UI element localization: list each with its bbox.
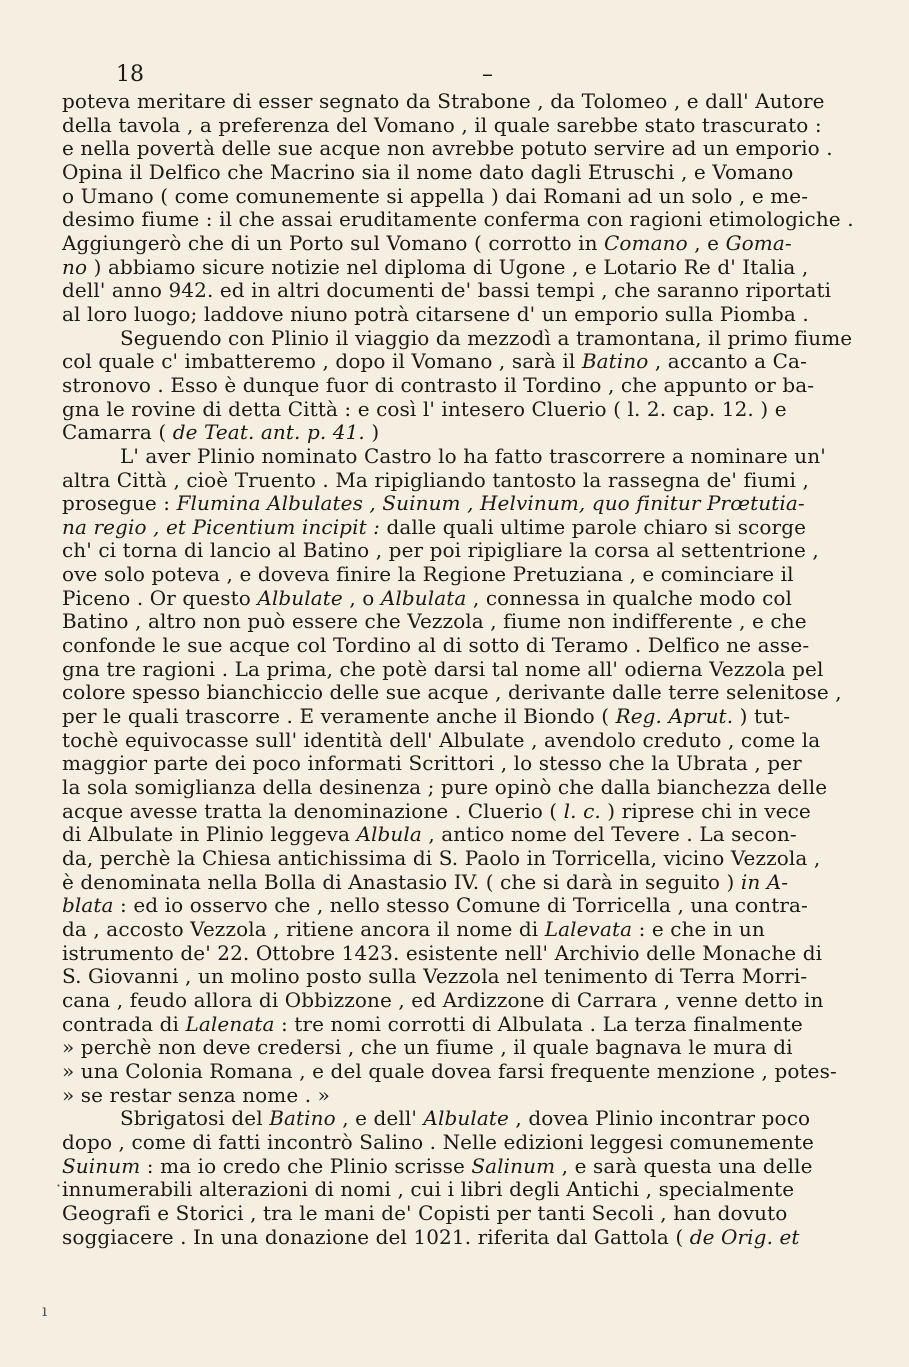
- italic-run: Salinum: [471, 1153, 556, 1178]
- text-run: ove solo poteva , e doveva finire la Regione Pretuziana , e cominciare il: [62, 562, 794, 587]
- page-number: 18: [116, 62, 144, 87]
- text-run: dalle quali ultime parole chiaro si scorge: [380, 514, 807, 539]
- text-run: : tre nomi corrotti di Albulata . La terza finalmente: [274, 1011, 803, 1036]
- footer-mark: ı: [42, 1301, 48, 1320]
- text-line: [62, 208, 854, 232]
- text-line: [62, 634, 854, 658]
- text-run: dopo , come di fatti incontrò Salino . Nelle edizioni leggesi comunemente: [62, 1129, 814, 1154]
- text-line: [62, 800, 854, 824]
- text-run: , accanto a Ca-: [648, 349, 807, 374]
- text-line: [62, 681, 854, 705]
- text-run: innumerabili alterazioni di nomi , cui i libri degli Antichi , specialmente: [62, 1177, 795, 1202]
- text-run: colore spesso bianchiccio delle sue acque , derivante dalle terre selenitose ,: [62, 680, 842, 705]
- text-run: di Albulate in Plinio leggeva: [62, 822, 357, 847]
- text-line: [62, 516, 854, 540]
- text-run: soggiacere . In una donazione del 1021. riferita dal Gattola (: [62, 1224, 690, 1249]
- text-run: , e sarà questa una delle: [555, 1153, 813, 1178]
- text-run: Sbrigatosi del: [120, 1106, 270, 1131]
- text-line: [62, 114, 854, 138]
- text-line: [62, 137, 854, 161]
- text-line: [62, 469, 854, 493]
- text-run: » se restar senza nome . »: [62, 1082, 331, 1107]
- text-line: [62, 729, 854, 753]
- text-run: tochè equivocasse sull' identità dell' Albulate , avendolo creduto , come la: [62, 727, 821, 752]
- text-run: cana , feudo allora di Obbizzone , ed Ardizzone di Carrara , venne detto in: [62, 987, 824, 1012]
- text-run: acque avesse tratta la denominazione . Cluerio (: [62, 798, 564, 823]
- text-run: Geografi e Storici , tra le mani de' Copisti per tanti Secoli , han dovuto: [62, 1200, 788, 1225]
- text-run: stronovo . Esso è dunque fuor di contrasto il Tordino , che appunto or ba-: [62, 372, 815, 397]
- text-run: la sola somiglianza della desinenza ; pure opinò che dalla bianchezza delle: [62, 775, 828, 800]
- text-line: [62, 823, 854, 847]
- text-line: [62, 398, 854, 422]
- italic-run: Lalenata: [185, 1011, 275, 1036]
- text-line: [62, 1060, 854, 1084]
- text-run: ch' ci torna di lancio al Batino , per poi ripigliare la corsa al settentrione ,: [62, 538, 819, 563]
- text-run: Seguendo con Plinio il viaggio da mezzodì a tramontana, il primo fiume: [120, 325, 853, 350]
- text-run: gna tre ragioni . La prima, che potè darsi tal nome all' odierna Vezzola pel: [62, 656, 824, 681]
- header-dash: –: [482, 62, 493, 87]
- text-line: [62, 1155, 854, 1179]
- text-run: poteva meritare di esser segnato da Strabone , da Tolomeo , e dall' Autore: [62, 89, 825, 113]
- text-run: , dovea Plinio incontrar poco: [508, 1106, 811, 1131]
- italic-run: Albulate: [423, 1106, 509, 1131]
- text-line: [62, 658, 854, 682]
- text-line: [62, 256, 854, 280]
- text-run: , antico nome del Tevere . La secon-: [421, 822, 797, 847]
- italic-run: in A-: [740, 869, 789, 894]
- text-line: [62, 776, 854, 800]
- italic-run: Batino: [581, 349, 649, 374]
- italic-run: de Teat. ant. p. 41.: [172, 420, 365, 445]
- text-run: Opina il Delfico che Macrino sia il nome dato dagli Etruschi , e Vomano: [62, 159, 794, 184]
- italic-run: l. c.: [563, 798, 601, 823]
- text-line: [62, 610, 854, 634]
- text-run: della tavola , a preferenza del Vomano , il quale sarebbe stato trascurato :: [62, 112, 822, 137]
- text-run: al loro luogo; laddove niuno potrà citarsene d' un emporio sulla Piomba .: [62, 301, 809, 326]
- text-line: [62, 587, 854, 611]
- text-run: desimo fiume : il che assai eruditamente conferma con ragioni etimologiche .: [62, 207, 854, 232]
- text-line: [62, 1178, 854, 1202]
- text-line: [62, 1013, 854, 1037]
- text-line: [62, 90, 854, 114]
- text-line: [62, 752, 854, 776]
- text-line: [62, 1202, 854, 1226]
- text-run: altra Città , cioè Truento . Ma ripigliando tantosto la rassegna de' fiumi ,: [62, 467, 809, 492]
- text-line: [62, 1036, 854, 1060]
- text-run: ): [364, 420, 380, 445]
- text-run: : ed io osservo che , nello stesso Comune di Torricella , una contra-: [113, 893, 808, 918]
- italic-run: Reg. Aprut.: [615, 704, 734, 729]
- text-run: maggior parte dei poco informati Scrittori , lo stesso che la Ubrata , per: [62, 751, 802, 776]
- text-line: [62, 445, 854, 469]
- text-run: L' aver Plinio nominato Castro lo ha fatto trascorrere a nominare un': [120, 443, 826, 468]
- text-run: confonde le sue acque col Tordino al di sotto di Teramo . Delfico ne asse-: [62, 633, 810, 658]
- text-line: [62, 303, 854, 327]
- text-run: » perchè non deve credersi , che un fiume , il quale bagnava le mura di: [62, 1035, 793, 1060]
- text-run: Camarra (: [62, 420, 173, 445]
- text-run: Batino , altro non può essere che Vezzola , fiume non indifferente , e che: [62, 609, 807, 634]
- text-line: [62, 705, 854, 729]
- italic-run: no: [62, 254, 88, 279]
- text-line: [62, 539, 854, 563]
- text-run: : ma io credo che Plinio scrisse: [140, 1153, 472, 1178]
- text-run: per le quali trascorre . E veramente anche il Biondo (: [62, 704, 616, 729]
- text-line: [62, 918, 854, 942]
- text-line: [62, 965, 854, 989]
- italic-run: Suinum: [62, 1153, 141, 1178]
- text-run: : e che in un: [632, 916, 765, 941]
- text-run: gna le rovine di detta Città : e così l' intesero Cluerio ( l. 2. cap. 12. ) e: [62, 396, 787, 421]
- text-line: [62, 989, 854, 1013]
- text-run: contrada di: [62, 1011, 186, 1036]
- italic-run: Batino: [269, 1106, 336, 1131]
- text-run: da, perchè la Chiesa antichissima di S. Paolo in Torricella, vicino Vezzola ,: [62, 846, 821, 870]
- text-line: [62, 942, 854, 966]
- text-line: [62, 185, 854, 209]
- text-run: col quale c' imbatteremo , dopo il Vomano , sarà il: [62, 349, 582, 374]
- text-run: da , accosto Vezzola , ritiene ancora il nome di: [62, 916, 545, 941]
- text-line: [62, 350, 854, 374]
- text-line: [62, 327, 854, 351]
- text-run: , o: [342, 585, 381, 610]
- text-run: ) abbiamo sicure notizie nel diploma di Ugone , e Lotario Re d' Italia ,: [87, 254, 809, 279]
- margin-mark: ·: [56, 1176, 62, 1195]
- text-run: ) riprese chi in vece: [600, 798, 811, 823]
- text-line: [62, 1084, 854, 1108]
- text-run: o Umano ( come comunemente si appella ) dai Romani ad un solo , e me-: [62, 183, 809, 208]
- italic-run: Albulate: [257, 585, 343, 610]
- text-line: [62, 374, 854, 398]
- italic-run: Flumina Albulates , Suinum , Helvinum, quo finitur Prœtutia-: [176, 491, 805, 516]
- text-run: Aggiungerò che di un Porto sul Vomano ( corrotto in: [62, 230, 605, 255]
- text-line: [62, 1107, 854, 1131]
- text-line: [62, 894, 854, 918]
- italic-run: Goma-: [725, 230, 792, 255]
- italic-run: Albulata: [380, 585, 467, 610]
- text-line: [62, 871, 854, 895]
- italic-run: blata: [62, 893, 114, 918]
- text-line: [62, 1226, 854, 1250]
- text-run: prosegue :: [62, 491, 177, 516]
- text-line: [62, 232, 854, 256]
- text-line: [62, 279, 854, 303]
- text-run: e nella povertà delle sue acque non avrebbe potuto servire ad un emporio .: [62, 136, 833, 161]
- page-header: [116, 62, 496, 92]
- text-run: , e: [687, 230, 726, 255]
- italic-run: de Orig. et: [689, 1224, 800, 1249]
- text-line: [62, 847, 854, 871]
- text-line: [62, 421, 854, 445]
- text-run: Piceno . Or questo: [62, 585, 258, 610]
- text-run: S. Giovanni , un molino posto sulla Vezzola nel tenimento di Terra Morri-: [62, 964, 808, 989]
- text-run: ) tut-: [733, 704, 791, 729]
- italic-run: Comano: [604, 230, 688, 255]
- italic-run: Lalevata: [544, 916, 633, 941]
- text-run: , e dell': [335, 1106, 424, 1131]
- body-text: [62, 90, 854, 1249]
- text-run: » una Colonia Romana , e del quale dovea farsi frequente menzione , potes-: [62, 1058, 837, 1083]
- text-run: , connessa in qualche modo col: [466, 585, 793, 610]
- text-line: [62, 161, 854, 185]
- text-run: istrumento de' 22. Ottobre 1423. esistente nell' Archivio delle Monache di: [62, 940, 823, 965]
- text-run: è denominata nella Bolla di Anastasio IV. ( che si darà in seguito ): [62, 869, 741, 894]
- italic-run: Albula: [356, 822, 422, 847]
- text-line: [62, 1131, 854, 1155]
- italic-run: na regio , et Picentium incipit :: [62, 514, 381, 539]
- text-line: [62, 492, 854, 516]
- text-run: dell' anno 942. ed in altri documenti de' bassi tempi , che saranno riportati: [62, 278, 832, 303]
- text-line: [62, 563, 854, 587]
